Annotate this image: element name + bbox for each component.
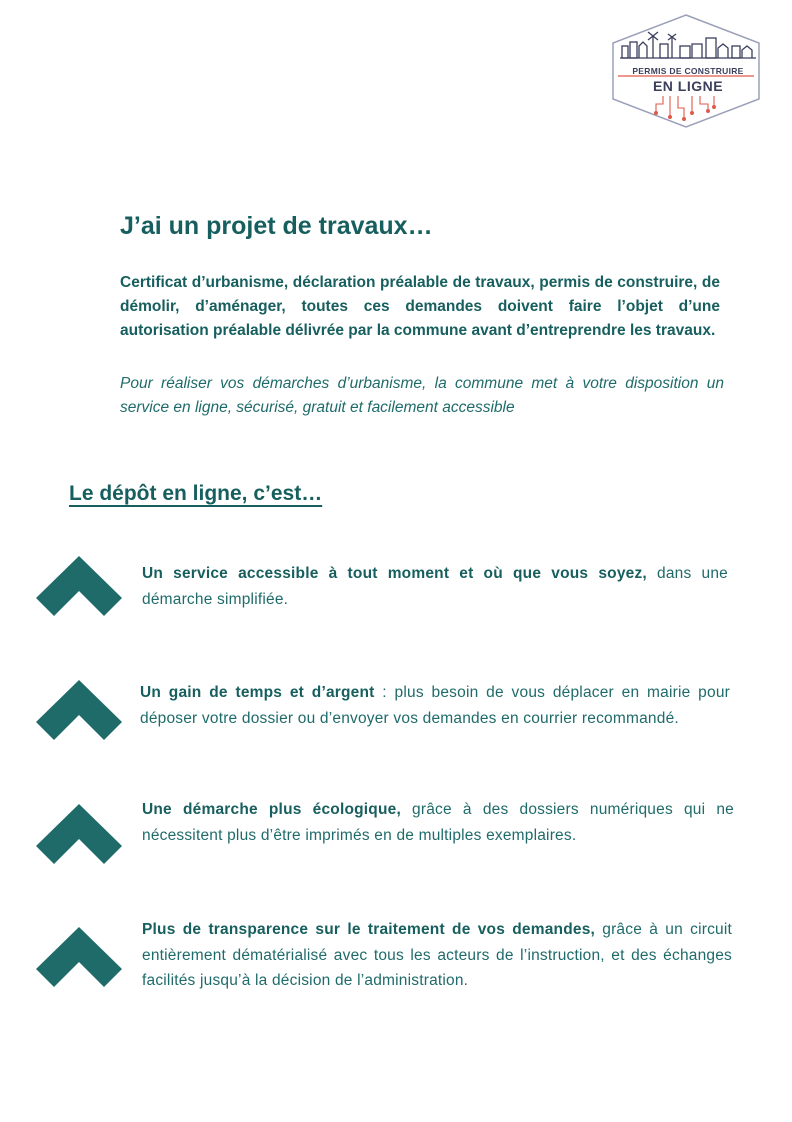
list-item-strong: Un service accessible à tout moment et où que vous soyez, [142,565,647,582]
list-item-strong: Un gain de temps et d’argent [140,684,375,701]
list-item-text: grâce à un circuit entièrement dématérialisé avec tous les acteurs de l’instruction, et des échanges facilités jusqu’à la décision de l’administration. [142,921,732,989]
list-item-text: grâce à des dossiers numériques qui ne nécessitent plus d’être imprimés en de multiples exemplaires. [142,801,734,844]
list-item-strong: Une démarche plus écologique, [142,801,401,818]
chevron-up-icon [36,556,122,616]
list-item [142,561,728,612]
list-item-strong: Plus de transparence sur le traitement de vos demandes, [142,921,596,938]
section-title [69,482,322,506]
list-item-text: : plus besoin de vous déplacer en mairie pour déposer votre dossier ou d’envoyer vos demandes en courrier recommandé. [140,684,731,727]
intro-paragraph: Certificat d’urbanisme, déclaration préalable de travaux, permis de construire, de démolir, d’aménager, toutes ces demandes doivent faire l’objet d’une autorisation préalable délivrée par la commune avant d’entreprendre les travaux. [120,274,720,339]
list-item-text: dans une démarche simplifiée. [142,565,728,608]
chevron-up-icon [36,927,122,987]
intro-italic-paragraph: Pour réaliser vos démarches d’urbanisme, la commune met à votre disposition un service en ligne, sécurisé, gratuit et facilement accessible [120,375,724,416]
logo [608,12,764,130]
chevron-up-icon [36,804,122,864]
logo-text-line1: PERMIS DE CONSTRUIRE [632,66,744,76]
list-item [140,680,730,731]
page-title: J’ai un projet de travaux… [120,212,433,240]
section-title-text: Le dépôt en ligne, c’est… [69,482,323,505]
chevron-up-icon [36,680,122,740]
logo-text-line2: EN LIGNE [652,78,724,94]
list-item [142,797,734,848]
list-item [142,917,732,994]
